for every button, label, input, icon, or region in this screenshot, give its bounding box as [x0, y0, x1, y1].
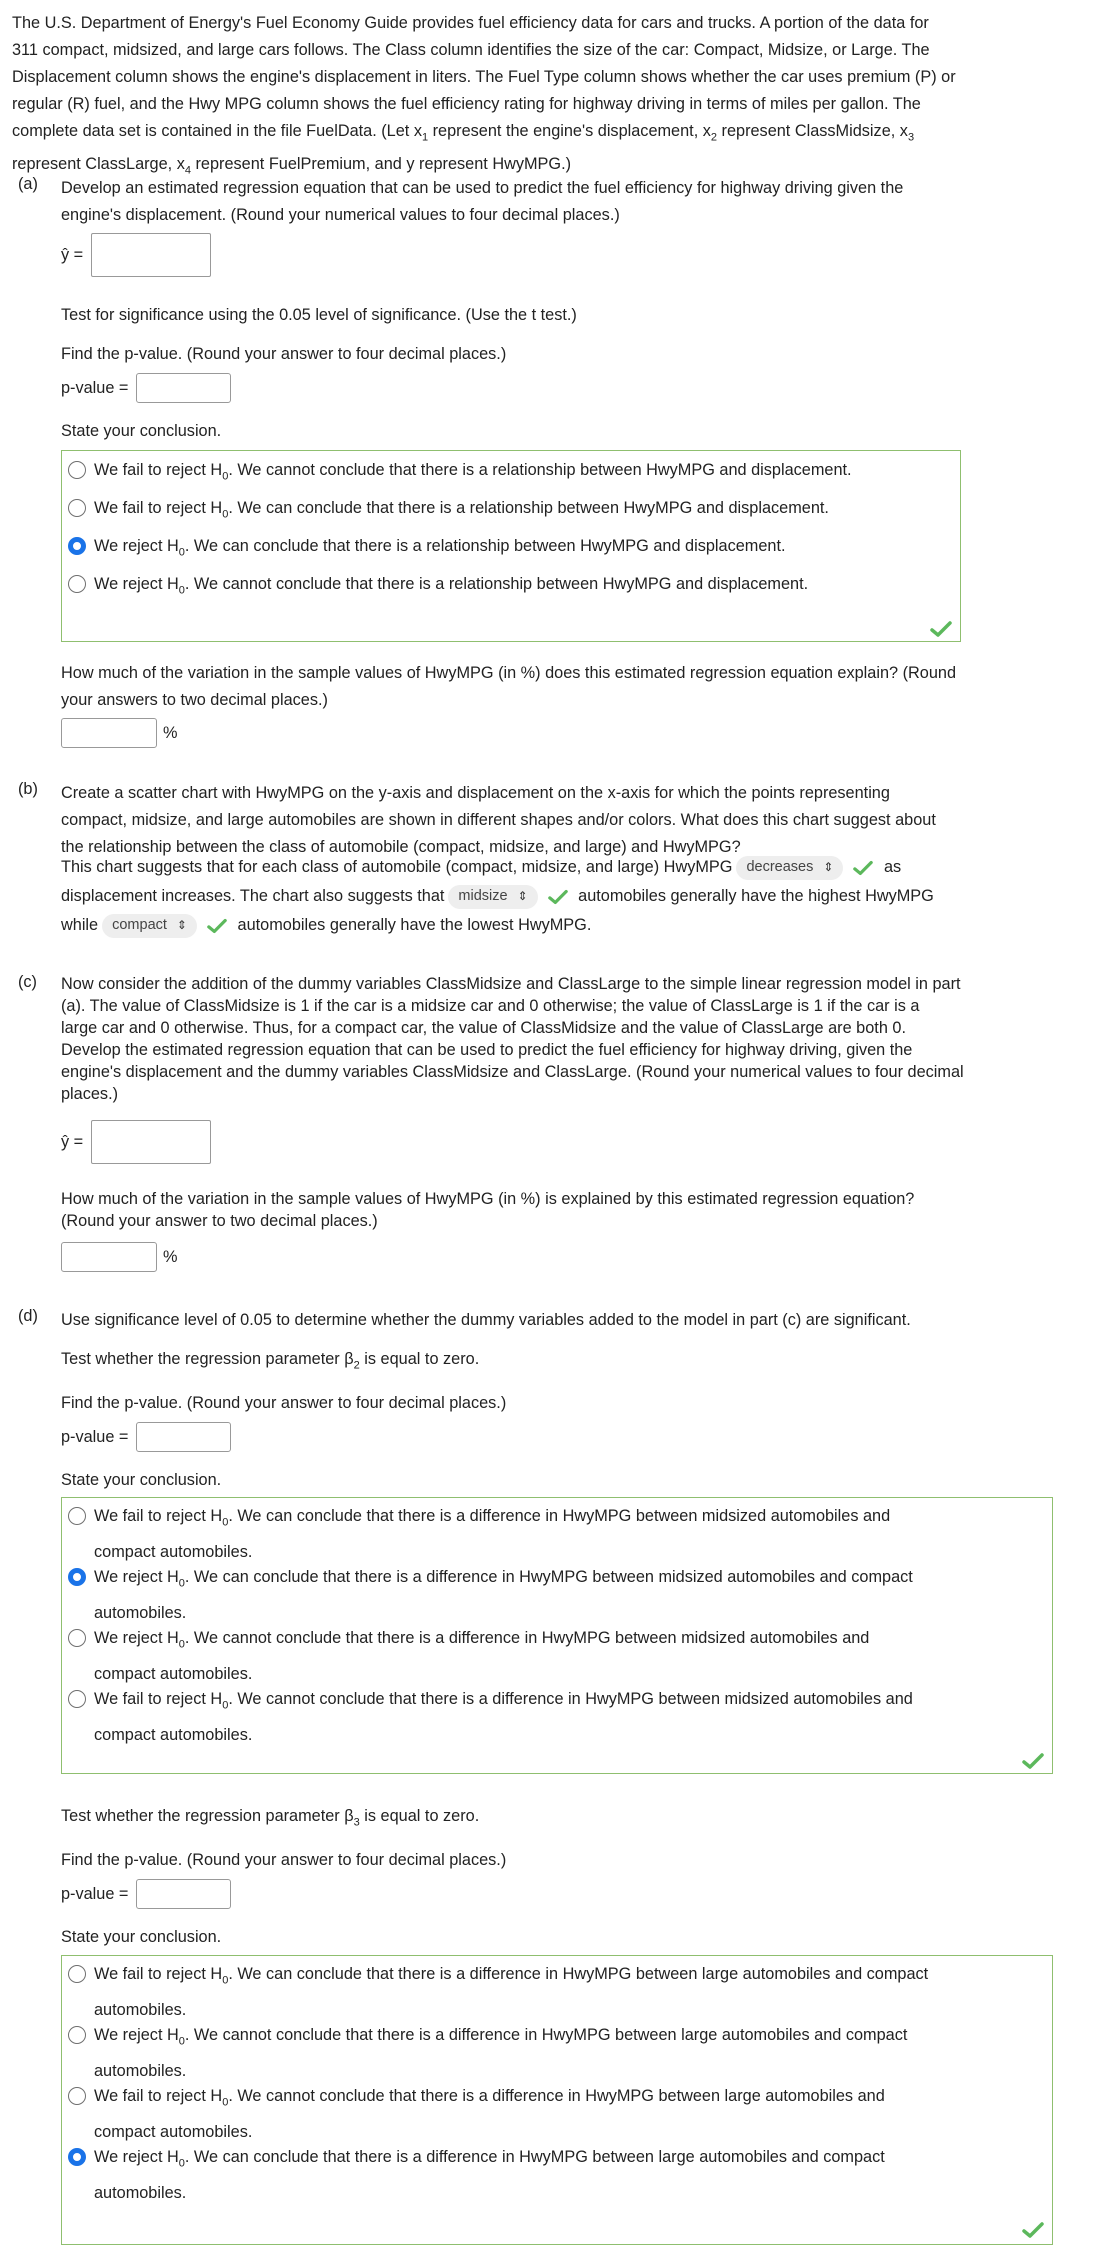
lowest-class-select[interactable]: compact ⇕ — [102, 914, 197, 938]
radio-button[interactable] — [68, 2087, 86, 2105]
checkmark-icon — [1022, 2222, 1044, 2238]
radio-button[interactable] — [68, 1507, 86, 1525]
chevron-updown-icon: ⇕ — [823, 860, 834, 875]
part-a-percent-input[interactable] — [61, 718, 157, 748]
radio-button-selected[interactable] — [68, 1568, 86, 1586]
part-d-label: (d) — [18, 1307, 38, 1325]
part-a-variation-question: How much of the variation in the sample values of HwyMPG (in %) does this estimated regression equation explain? (Round your answers to two decimal places.) — [61, 664, 957, 709]
part-d-beta2-option-2[interactable]: We reject $H_0$. We can conclude that there is a difference in HwyMPG between midsized automobiles and compact automobiles. — [68, 1562, 1032, 1628]
radio-button[interactable] — [68, 461, 86, 479]
part-c-percent-input[interactable] — [61, 1242, 157, 1272]
part-d-beta2-option-4[interactable]: We fail to reject $H_0$. We cannot conclude that there is a difference in HwyMPG between midsized automobiles and compact automobiles. — [68, 1684, 1032, 1750]
part-d-beta3-option-4[interactable]: We reject $H_0$. We can conclude that there is a difference in HwyMPG between large automobiles and compact automobiles. — [68, 2142, 1032, 2208]
part-c-equation-input[interactable] — [91, 1120, 211, 1164]
pvalue-label: p-value = — [61, 378, 129, 397]
part-a-test-text: Test for significance using the 0.05 level of significance. (Use the t test.) — [61, 306, 577, 324]
part-a-percent-row — [61, 718, 177, 748]
pvalue-label: p-value = — [61, 1427, 129, 1446]
part-a-option-4[interactable]: We reject $H_0$. We cannot conclude that there is a relationship between HwyMPG and displacement. — [68, 569, 940, 605]
intro-line: regular (R) fuel, and the Hwy MPG column shows the fuel efficiency rating for highway driving in terms of miles per gallon. The — [12, 95, 921, 113]
checkmark-icon — [1022, 1753, 1044, 1769]
part-a-question: Develop an estimated regression equation that can be used to predict the fuel efficiency for highway driving given the engine's displacement. (Round your numerical values to four decimal places.) — [61, 179, 904, 224]
part-d-question: Use significance level of 0.05 to determine whether the dummy variables added to the model in part (c) are significant. — [61, 1311, 911, 1329]
radio-button[interactable] — [68, 1629, 86, 1647]
part-d-find-p-text-2: Find the p-value. (Round your answer to four decimal places.) — [61, 1851, 507, 1869]
checkmark-icon — [853, 860, 873, 876]
radio-button-selected[interactable] — [68, 537, 86, 555]
part-a-state-text: State your conclusion. — [61, 422, 222, 440]
highest-class-select[interactable]: midsize ⇕ — [448, 885, 537, 909]
part-d-beta3-option-3[interactable]: We fail to reject $H_0$. We cannot conclude that there is a difference in HwyMPG between large automobiles and compact automobiles. — [68, 2081, 1032, 2147]
part-d-beta3-conclusion-box — [61, 1955, 1053, 2245]
part-d-beta2-option-1[interactable]: We fail to reject $H_0$. We can conclude that there is a difference in HwyMPG between midsized automobiles and compact automobiles. — [68, 1501, 1032, 1567]
part-d-find-p-text: Find the p-value. (Round your answer to four decimal places.) — [61, 1394, 507, 1412]
problem-intro — [12, 10, 1102, 185]
intro-line: 311 compact, midsized, and large cars follows. The Class column identifies the size of the car: Compact, Midsize, or Large. The — [12, 41, 930, 59]
part-d-beta2-option-3[interactable]: We reject $H_0$. We cannot conclude that there is a difference in HwyMPG between midsized automobiles and compact automobiles. — [68, 1623, 1032, 1689]
part-d-beta2-pvalue-input[interactable] — [136, 1422, 231, 1452]
checkmark-icon — [930, 621, 952, 637]
part-a-equation-row — [61, 233, 211, 277]
part-a-find-p-text: Find the p-value. (Round your answer to four decimal places.) — [61, 345, 507, 363]
checkmark-icon — [207, 918, 227, 934]
part-d-beta2-conclusion-box — [61, 1497, 1053, 1774]
part-b-label: (b) — [18, 780, 38, 798]
part-d-state-text: State your conclusion. — [61, 1471, 222, 1489]
radio-button[interactable] — [68, 575, 86, 593]
part-d-beta3-option-1[interactable]: We fail to reject $H_0$. We can conclude that there is a difference in HwyMPG between large automobiles and compact automobiles. — [68, 1959, 1032, 2025]
part-b-answer: This chart suggests that for each class of automobile (compact, midsize, and large) HwyMPG decreases ⇕ as displacement increases. The chart also suggests that midsize ⇕ automobiles generally have the highest HwyMPG while compact ⇕ automobiles generally have the lowest HwyMPG. — [61, 853, 1091, 940]
radio-button[interactable] — [68, 499, 86, 517]
part-a-conclusion-box — [61, 450, 961, 642]
part-b-question: Create a scatter chart with HwyMPG on the y-axis and displacement on the x-axis for which the points representing compact, midsize, and large automobiles are shown in different shapes and/or colors. What does this chart suggest about the relationship between the class of automobile (compact, midsize, and large) and HwyMPG? — [61, 784, 936, 856]
intro-line: complete data set is contained in the file FuelData. (Let $x_1$ represent the engine's displacement, $x_2$ represent ClassMidsize, $x_3$ — [12, 122, 915, 144]
part-d-test-beta3: Test whether the regression parameter $\beta_3$ is equal to zero. — [61, 1807, 480, 1829]
yhat-label: ŷ = — [61, 245, 84, 264]
part-c-variation-question: How much of the variation in the sample values of HwyMPG (in %) is explained by this estimated regression equation? (Round your answer to two decimal places.) — [61, 1190, 915, 1230]
radio-button[interactable] — [68, 2026, 86, 2044]
part-a-option-3[interactable]: We reject $H_0$. We can conclude that there is a relationship between HwyMPG and displacement. — [68, 531, 940, 567]
percent-sign: % — [163, 723, 178, 742]
intro-line: Displacement column shows the engine's displacement in liters. The Fuel Type column shows whether the car uses premium (P) or — [12, 68, 956, 86]
part-d-test-beta2: Test whether the regression parameter $\beta_2$ is equal to zero. — [61, 1350, 480, 1372]
radio-button-selected[interactable] — [68, 2148, 86, 2166]
part-d-state-text-2: State your conclusion. — [61, 1928, 222, 1946]
part-c-question: Now consider the addition of the dummy variables ClassMidsize and ClassLarge to the simple linear regression model in part (a). The value of ClassMidsize is 1 if the car is a midsize car and 0 otherwise; the value of ClassLarge is 1 if the car is a large car and 0 otherwise. Thus, for a compact car, the value of ClassMidsize and the value of ClassLarge are both 0. Develop the estimated regression equation that can be used to predict the fuel efficiency for highway driving, given the engine's displacement and the dummy variables ClassMidsize and ClassLarge. (Round your numerical values to four decimal places.) — [61, 975, 964, 1103]
part-d-beta3-pvalue-row — [61, 1879, 231, 1909]
part-a-option-2[interactable]: We fail to reject $H_0$. We can conclude that there is a relationship between HwyMPG and displacement. — [68, 493, 940, 529]
yhat-label: ŷ = — [61, 1132, 84, 1151]
part-c-percent-row — [61, 1242, 177, 1272]
part-a-pvalue-input[interactable] — [136, 373, 231, 403]
radio-button[interactable] — [68, 1690, 86, 1708]
pvalue-label: p-value = — [61, 1884, 129, 1903]
trend-select[interactable]: decreases ⇕ — [736, 856, 843, 880]
part-a-equation-input[interactable] — [91, 233, 211, 277]
part-d-beta3-option-2[interactable]: We reject $H_0$. We cannot conclude that there is a difference in HwyMPG between large automobiles and compact automobiles. — [68, 2020, 1032, 2086]
radio-button[interactable] — [68, 1965, 86, 1983]
part-c-label: (c) — [18, 973, 37, 991]
percent-sign: % — [163, 1247, 178, 1266]
part-a-option-1[interactable]: We fail to reject $H_0$. We cannot conclude that there is a relationship between HwyMPG and displacement. — [68, 455, 940, 491]
part-a-pvalue-row — [61, 373, 231, 403]
part-d-beta2-pvalue-row — [61, 1422, 231, 1452]
intro-line: represent ClassLarge, $x_4$ represent FuelPremium, and y represent HwyMPG.) — [12, 155, 572, 177]
chevron-updown-icon: ⇕ — [517, 889, 528, 904]
checkmark-icon — [548, 889, 568, 905]
chevron-updown-icon: ⇕ — [176, 918, 187, 933]
part-c-equation-row — [61, 1120, 211, 1164]
part-d-beta3-pvalue-input[interactable] — [136, 1879, 231, 1909]
intro-line: The U.S. Department of Energy's Fuel Economy Guide provides fuel efficiency data for cars and trucks. A portion of the data for — [12, 14, 929, 32]
part-a-label: (a) — [18, 175, 38, 193]
